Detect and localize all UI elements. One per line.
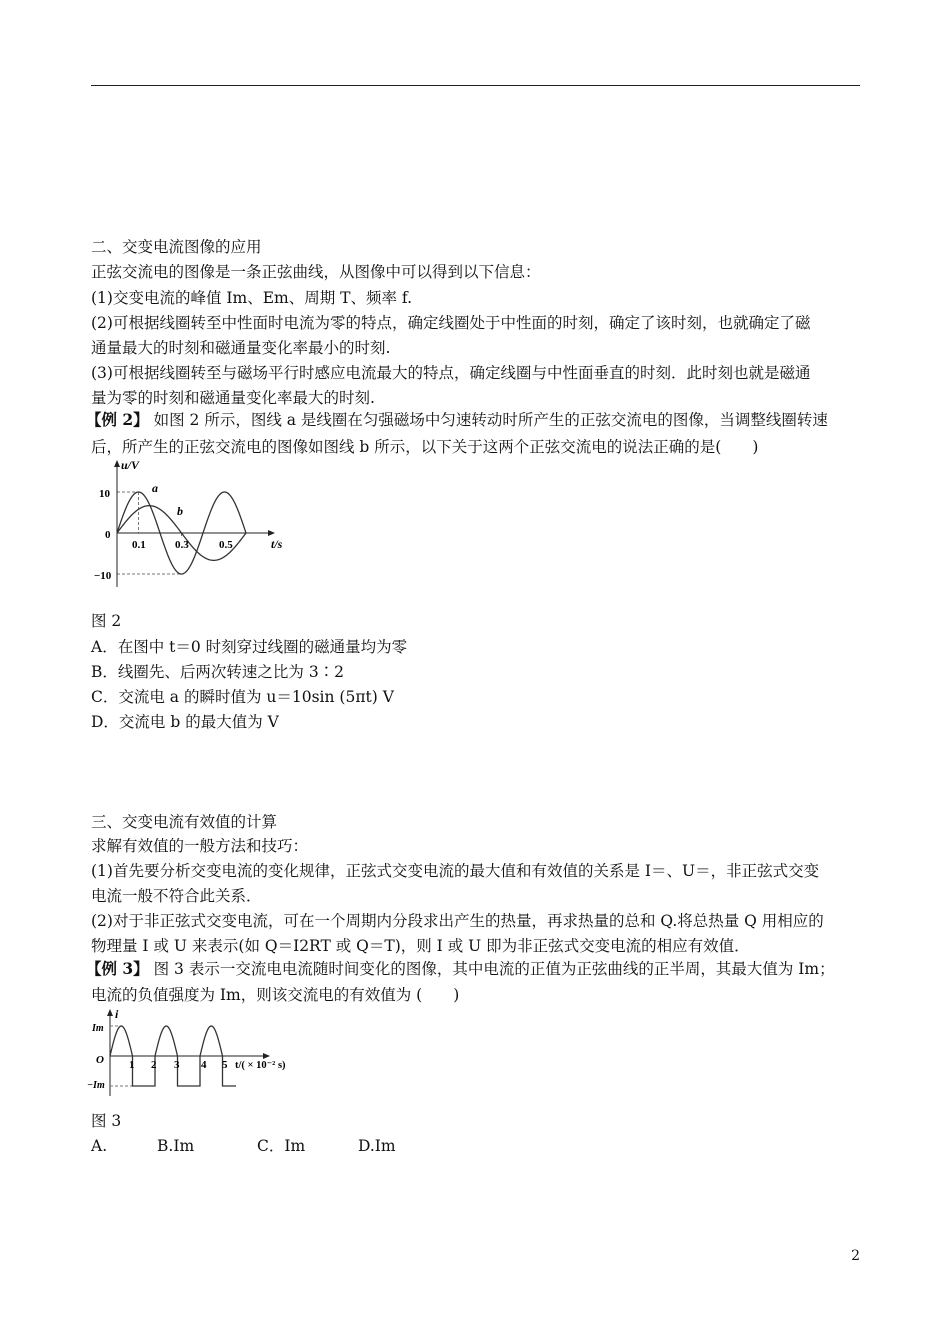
section2-item2-line1: (2)可根据线圈转至中性面时电流为零的特点，确定线圈处于中性面的时刻，确定了该时刻，也就确定了磁: [91, 314, 811, 332]
figure2-tick-y-10: 10: [99, 488, 110, 500]
example3-text1: 图 3 表示一交流电电流随时间变化的图像，其中电流的正值为正弦曲线的正半周，其最大值为 Im；: [148, 960, 835, 978]
section3-heading: 三、交变电流有效值的计算: [91, 813, 278, 831]
section2-item2-line2: 通量最大的时刻和磁通量变化率最小的时刻.: [91, 339, 391, 357]
example3-option-c: C．Im: [257, 1137, 306, 1155]
example2-line1: [86, 409, 828, 431]
example2-option-c: C．交流电 a 的瞬时值为 u＝10sin (5πt) V: [91, 688, 394, 706]
page-number: 2: [851, 1248, 860, 1264]
section2-item1: (1)交变电流的峰值 Im、Em、周期 T、频率 f.: [91, 289, 413, 307]
figure2-x-label: t/s: [271, 537, 283, 551]
example3-line2: 电流的负值强度为 Im，则该交流电的有效值为 ( ): [91, 986, 460, 1004]
figure3-ymin-label: −Im: [87, 1080, 105, 1091]
example3-options: [91, 1135, 396, 1157]
figure3-ymax-label: Im: [92, 1023, 104, 1034]
section3-item2-line1: (2)对于非正弦式交变电流，可在一个周期内分段求出产生的热量，再求热量的总和 Q.将总热量 Q 用相应的: [91, 912, 824, 930]
example3-line1: [86, 958, 835, 980]
figure3-x-arrow: [263, 1053, 270, 1059]
figure2-tick-y-0: 0: [105, 529, 111, 541]
figure2-tick-x-0.5: 0.5: [219, 539, 233, 551]
figure2-y-arrow: [114, 460, 120, 467]
figure2-caption: 图 2: [91, 612, 122, 630]
figure2-y-label: u/V: [121, 458, 140, 472]
example2-line2: 后，所产生的正弦交流电的图像如图线 b 所示，以下关于这两个正弦交流电的说法正确的是( ): [91, 438, 759, 456]
figure2-tick-y-neg10: −10: [94, 570, 112, 582]
figure3-y-label: i: [115, 1007, 119, 1021]
figure3-tick-1: 1: [129, 1059, 135, 1071]
section2-intro: 正弦交流电的图像是一条正弦曲线，从图像中可以得到以下信息：: [91, 263, 541, 281]
figure2-tick-x-0.3: 0.3: [175, 539, 189, 551]
example3-tag: 【例 3】: [86, 959, 149, 978]
series-a-label: a: [152, 481, 158, 495]
example2-tag: 【例 2】: [86, 410, 149, 429]
section2-item3-line1: (3)可根据线圈转至与磁场平行时感应电流最大的特点，确定线圈与中性面垂直的时刻．此时刻也就是磁通: [91, 364, 811, 382]
example3-option-d: D.Im: [358, 1137, 396, 1155]
figure2-tick-x-0.1: 0.1: [132, 539, 146, 551]
figure2-x-arrow: [268, 530, 275, 536]
section3-intro: 求解有效值的一般方法和技巧：: [91, 837, 309, 855]
figure3-tick-2: 2: [151, 1059, 157, 1071]
figure3-caption: 图 3: [91, 1112, 122, 1130]
figure3-y-arrow: [107, 1009, 113, 1016]
figure3-tick-3: 3: [174, 1059, 180, 1071]
example2-option-d: D．交流电 b 的最大值为 V: [91, 713, 279, 731]
section3-item1-line2: 电流一般不符合此关系．: [91, 887, 262, 905]
figure3-x-label: t/( × 10⁻² s): [235, 1060, 286, 1071]
example2-option-a: A．在图中 t＝0 时刻穿过线圈的磁通量均为零: [91, 638, 408, 656]
figure3-origin-label: O: [96, 1054, 104, 1066]
figure3-tick-5: 5: [222, 1059, 228, 1071]
series-b-label: b: [177, 504, 183, 518]
header-rule: [91, 85, 860, 86]
figure3-chart: [86, 1006, 316, 1096]
figure2-chart: [91, 457, 301, 592]
figure3-tick-4: 4: [201, 1059, 207, 1071]
example3-option-b: B.Im: [157, 1137, 195, 1155]
section2-item3-line2: 量为零的时刻和磁通量变化率最大的时刻.: [91, 389, 375, 407]
section3-item1-line1: (1)首先要分析交变电流的变化规律，正弦式交变电流的最大值和有效值的关系是 I＝、U＝，非正弦式交变: [91, 862, 820, 880]
example3-option-a: A.: [91, 1137, 108, 1155]
example2-option-b: B．线圈先、后两次转速之比为 3∶2: [91, 663, 345, 681]
section2-heading: 二、交变电流图像的应用: [91, 238, 262, 256]
section3-item2-line2: 物理量 I 或 U 来表示(如 Q＝I2RT 或 Q＝T)，则 I 或 U 即为非正弦式交变电流的相应有效值．: [91, 937, 750, 955]
example2-text1: 如图 2 所示，图线 a 是线圈在匀强磁场中匀速转动时所产生的正弦交流电的图像，当调整线圈转速: [148, 411, 828, 429]
